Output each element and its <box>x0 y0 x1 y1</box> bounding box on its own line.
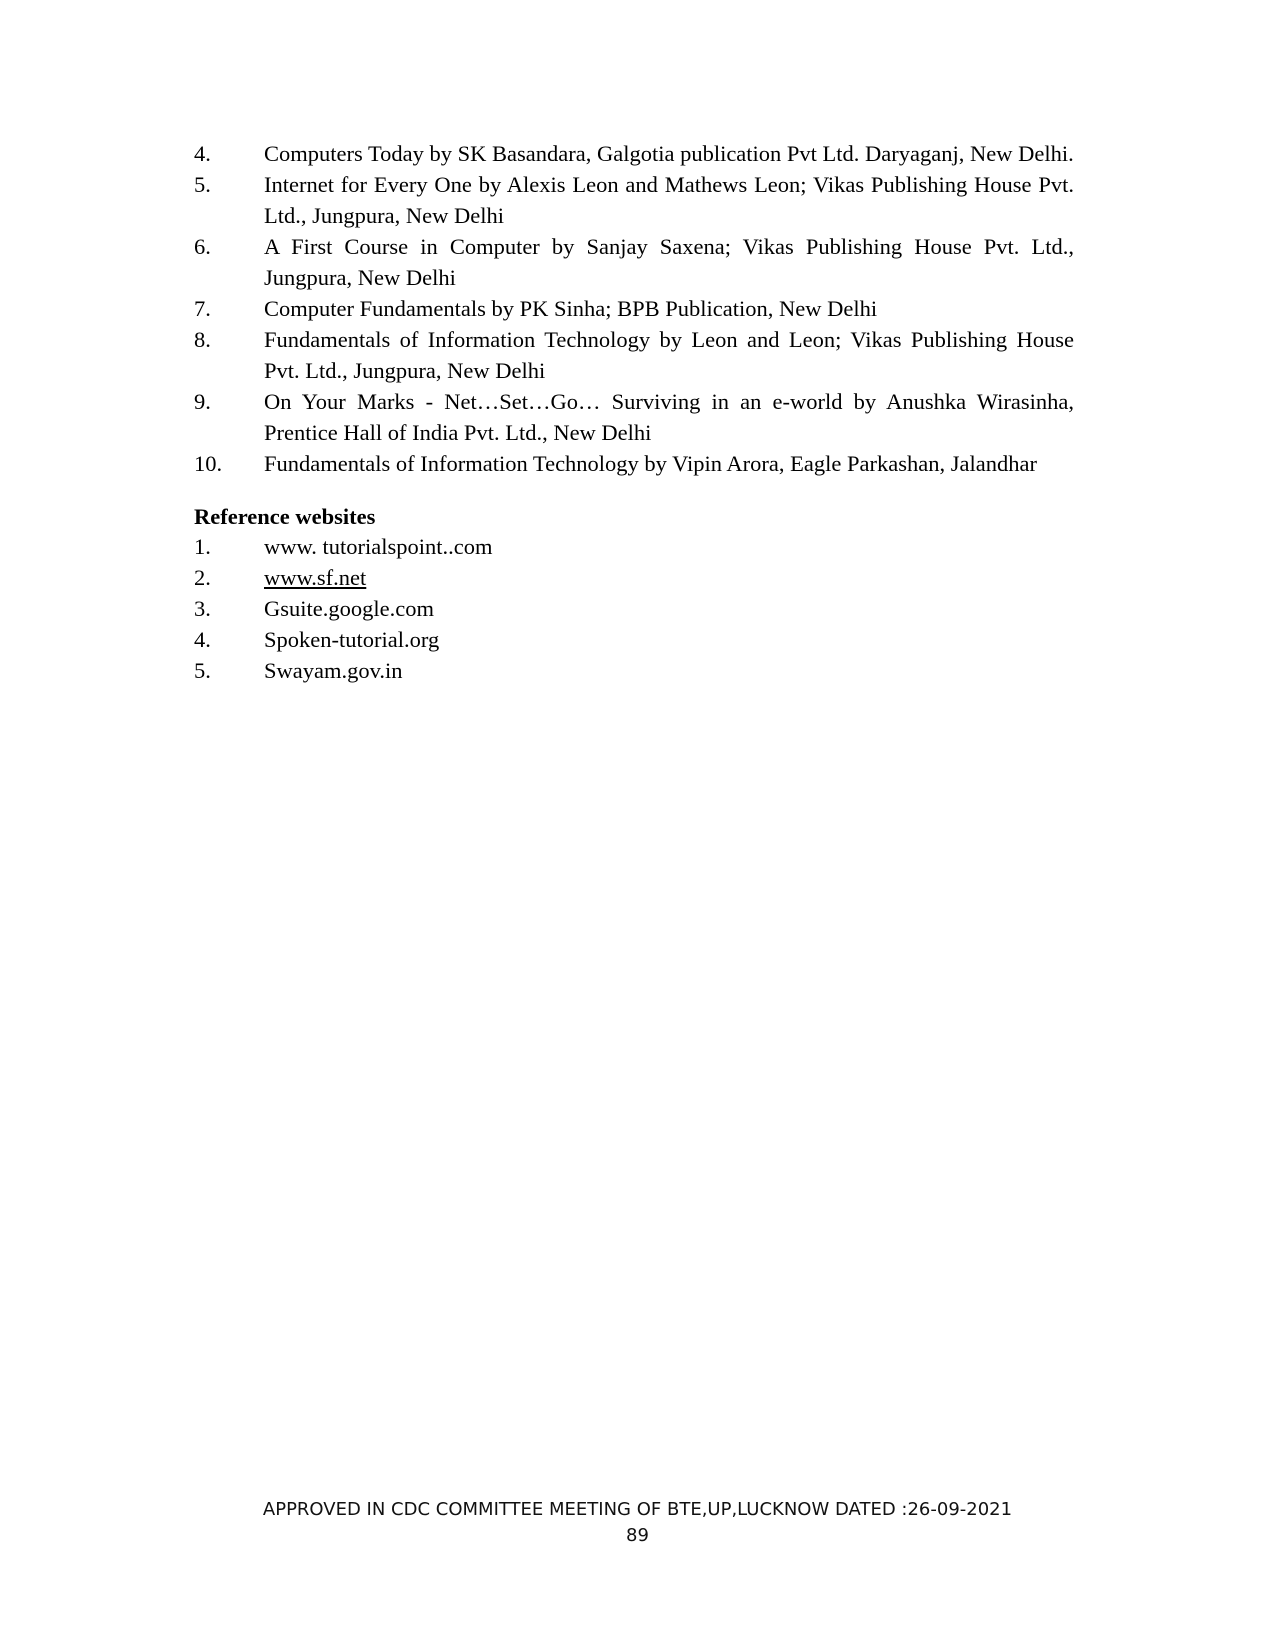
website-item <box>194 593 1074 624</box>
website-item <box>194 531 1074 562</box>
book-item <box>194 324 1074 386</box>
book-item <box>194 169 1074 231</box>
item-number: 9. <box>194 389 211 414</box>
website-item <box>194 655 1074 686</box>
website-item <box>194 624 1074 655</box>
item-number: 3. <box>194 596 211 621</box>
book-item <box>194 231 1074 293</box>
website-text: Spoken-tutorial.org <box>264 627 440 652</box>
page-content <box>194 138 1074 686</box>
website-link[interactable]: www.sf.net <box>264 565 367 590</box>
book-item <box>194 448 1074 479</box>
item-number: 10. <box>194 451 223 476</box>
item-number: 2. <box>194 565 211 590</box>
book-reference-list <box>194 138 1074 479</box>
book-citation: Computer Fundamentals by PK Sinha; BPB Publication, New Delhi <box>264 296 878 321</box>
item-number: 5. <box>194 658 211 683</box>
page-number: 89 <box>626 1525 649 1546</box>
book-item <box>194 138 1074 169</box>
book-citation: On Your Marks - Net…Set…Go… Surviving in an e-world by Anushka Wirasinha, Prentice Hall of India Pvt. Ltd., New Delhi <box>264 389 1074 445</box>
item-number: 5. <box>194 172 211 197</box>
item-number: 7. <box>194 296 211 321</box>
item-number: 4. <box>194 627 211 652</box>
website-text: Gsuite.google.com <box>264 596 434 621</box>
website-text: www. tutorialspoint..com <box>264 534 493 559</box>
website-reference-list <box>194 531 1074 686</box>
book-citation: A First Course in Computer by Sanjay Saxena; Vikas Publishing House Pvt. Ltd., Jungpura, New Delhi <box>264 234 1074 290</box>
item-number: 1. <box>194 534 211 559</box>
book-citation: Internet for Every One by Alexis Leon and Mathews Leon; Vikas Publishing House Pvt. Ltd., Jungpura, New Delhi <box>264 172 1074 228</box>
book-item <box>194 386 1074 448</box>
book-item <box>194 293 1074 324</box>
book-citation: Computers Today by SK Basandara, Galgotia publication Pvt Ltd. Daryaganj, New Delhi. <box>264 141 1074 166</box>
book-citation: Fundamentals of Information Technology by Leon and Leon; Vikas Publishing House Pvt. Ltd., Jungpura, New Delhi <box>264 327 1074 383</box>
approval-footer: APPROVED IN CDC COMMITTEE MEETING OF BTE,UP,LUCKNOW DATED :26-09-2021 <box>262 1499 1013 1520</box>
website-text: Swayam.gov.in <box>264 658 403 683</box>
item-number: 6. <box>194 234 211 259</box>
reference-websites-heading: Reference websites <box>194 504 376 529</box>
item-number: 8. <box>194 327 211 352</box>
book-citation: Fundamentals of Information Technology by Vipin Arora, Eagle Parkashan, Jalandhar <box>264 451 1037 476</box>
item-number: 4. <box>194 141 211 166</box>
website-item <box>194 562 1074 593</box>
